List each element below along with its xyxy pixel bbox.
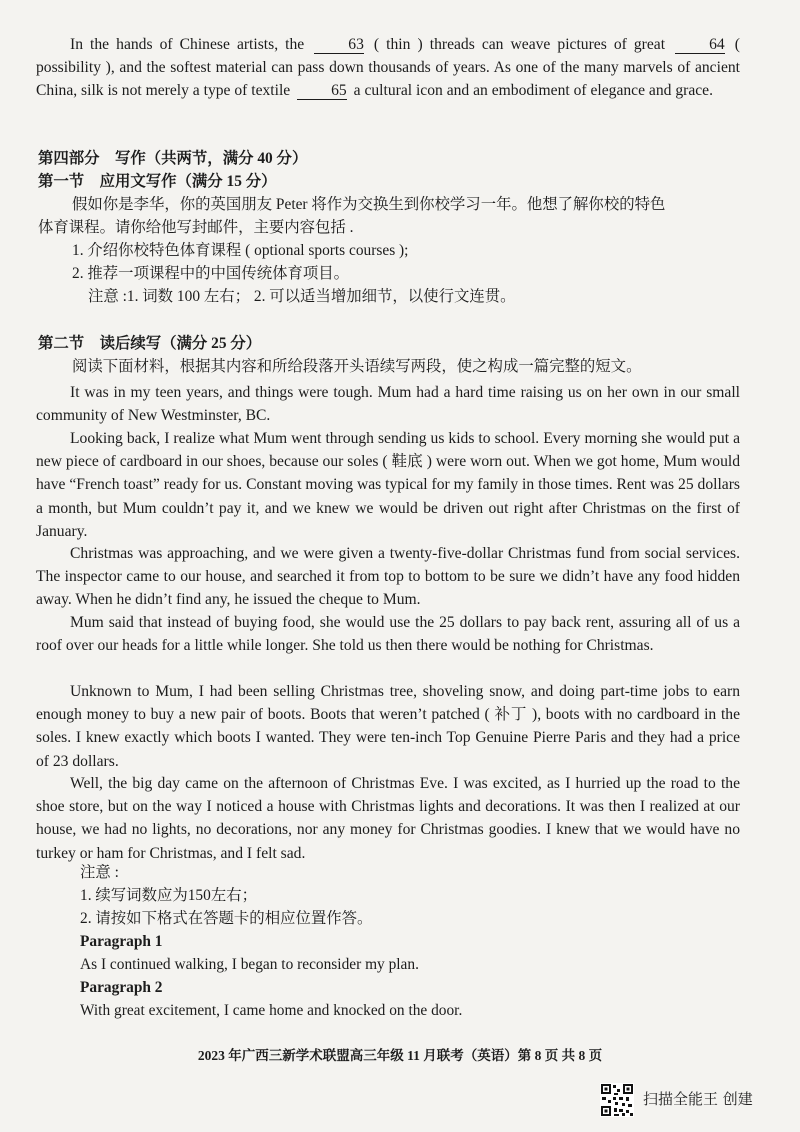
cloze-text: a cultural icon and an embodiment of elegance and grace. (353, 82, 713, 100)
section1-heading: 第一节 应用文写作（满分 15 分） (38, 173, 277, 190)
story-paragraph: Mum said that instead of buying food, she would use the 25 dollars to pay back rent, assuring all of us a roof over our heads for a little while longer. She told us then there would be nothing for Christmas. (36, 614, 740, 655)
section1-note: 注意 :1. 词数 100 左右； 2. 可以适当增加细节，以使行文连贯。 (88, 288, 516, 305)
section2-heading: 第二节 读后续写（满分 25 分） (38, 335, 262, 352)
part4-heading: 第四部分 写作（共两节，满分 40 分） (38, 150, 308, 167)
qr-code-icon (600, 1083, 634, 1117)
page-footer: 2023 年广西三新学术联盟高三年级 11 月联考（英语）第 8 页 共 8 页 (197, 1048, 603, 1063)
blank-65: 65 (297, 82, 347, 100)
section2-intro: 阅读下面材料，根据其内容和所给段落开头语续写两段，使之构成一篇完整的短文。 (72, 358, 642, 375)
cloze-paragraph (36, 33, 740, 103)
note-item: 1. 续写词数应为150左右； (80, 887, 257, 904)
blank-64: 64 (675, 36, 725, 54)
paragraph1-label: Paragraph 1 (80, 933, 163, 950)
cloze-text: ( thin ) threads can weave pictures of great (373, 36, 666, 53)
section1-item: 2. 推荐一项课程中的中国传统体育项目。 (72, 265, 350, 282)
scanner-watermark: 扫描全能王 创建 (643, 1090, 753, 1108)
note-item: 2. 请按如下格式在答题卡的相应位置作答。 (80, 910, 373, 927)
story-paragraph: It was in my teen years, and things were tough. Mum had a hard time raising us on her own in our small community of New Westminster, BC. (36, 384, 740, 425)
paragraph1-opening: As I continued walking, I began to reconsider my plan. (80, 956, 419, 973)
story-paragraph: Looking back, I realize what Mum went through sending us kids to school. Every morning she would put a new piece of cardboard in our shoes, because our soles ( 鞋底 ) were worn out. When we got home, Mum would have “French toast” ready for us. Constant moving was typical for my family in those times. Rent was 25 dollars a month, but Mum couldn’t pay it, and we knew we would be driven out right after Christmas on the first of January. (36, 430, 740, 540)
paragraph2-label: Paragraph 2 (80, 979, 163, 996)
blank-63: 63 (314, 36, 364, 54)
section1-line: 假如你是李华，你的英国朋友 Peter 将作为交换生到你校学习一年。他想了解你校的特色 (72, 196, 666, 213)
story-paragraph: Christmas was approaching, and we were given a twenty-five-dollar Christmas fund from social services. The inspector came to our house, and searched it from top to bottom to be sure we didn’t have any food hidden away. When he didn’t find any, he issued the cheque to Mum. (36, 545, 740, 609)
cloze-text: In the hands of Chinese artists, the (70, 36, 305, 53)
section1-item: 1. 介绍你校特色体育课程 ( optional sports courses ); (72, 242, 409, 259)
section1-line: 体育课程。请你给他写封邮件，主要内容包括 . (38, 219, 354, 236)
notes-label: 注意 : (80, 864, 119, 881)
story-paragraph: Unknown to Mum, I had been selling Christmas tree, shoveling snow, and doing part-time jobs to earn enough money to buy a new pair of boots. Boots that weren’t patched ( 补丁 ), boots with no cardboard in the soles. I knew exactly which boots I wanted. They were ten-inch Top Genuine Pierre Paris and they had a price of 23 dollars. (36, 683, 740, 770)
paragraph2-opening: With great excitement, I came home and knocked on the door. (80, 1002, 463, 1019)
story-paragraph: Well, the big day came on the afternoon of Christmas Eve. I was excited, as I hurried up the road to the shoe store, but on the way I noticed a house with Christmas lights and decorations. It was then I realized at our house, we had no lights, no decorations, nor any money for Christmas goodies. I knew that we would have no turkey or ham for Christmas, and I felt sad. (36, 775, 740, 862)
cloze-text: ( possibility ), and the softest material can pass down thousands of years. As one of the many marvels of ancient China, silk is not merely a type of textile (36, 36, 740, 100)
